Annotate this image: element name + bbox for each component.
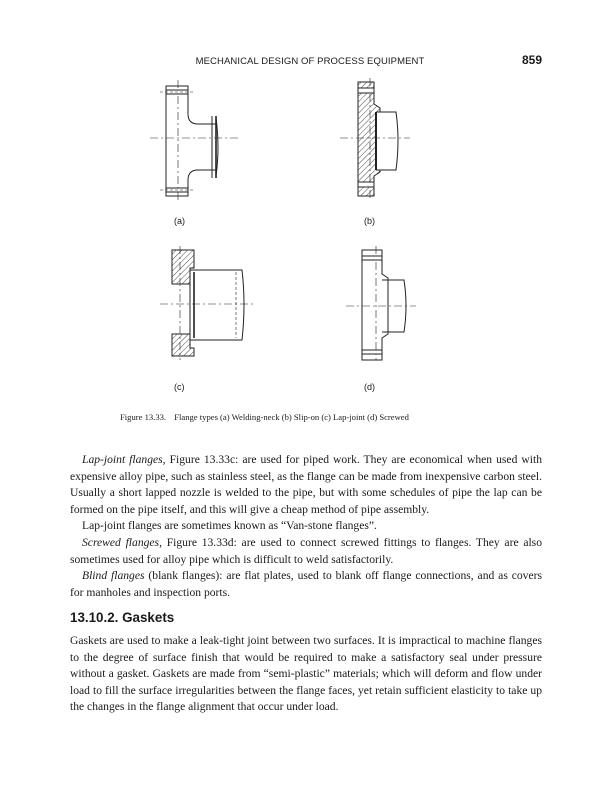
flange-figure: [150, 78, 440, 398]
paragraph-text: , Figure 13.33d: are used to connect screwed fittings to flanges. They are also sometimes used for alloy pipe which is difficult to weld satisfactorily.: [70, 535, 542, 566]
drawing-slip-on: [340, 78, 410, 200]
flange-drawings: [150, 78, 440, 398]
caption-number: Figure 13.33.: [120, 412, 167, 422]
section-heading: 13.10.2. Gaskets: [70, 610, 175, 625]
paragraph-van-stone: [70, 518, 542, 535]
paragraph-text: , Figure 13.33c: are used for piped work. They are economical when used with expensive alloy pipe, such as stainless steel, as the flange can be made from inexpensive carbon steel. Usually a short lapped nozzle is welded to the pipe, but with some schedules of pipe the lap can be formed on the pipe itself, and this will give a cheap method of pipe assembly.: [70, 453, 542, 516]
paragraph-text: Lap-joint flanges are sometimes known as “Van-stone flanges”.: [82, 519, 377, 533]
drawing-lap-joint: [160, 246, 254, 360]
paragraph-blind: [70, 568, 542, 601]
panel-label-c: (c): [174, 382, 185, 392]
flange-paragraphs: [70, 452, 542, 601]
panel-label-a: (a): [174, 216, 185, 226]
running-head-title: MECHANICAL DESIGN OF PROCESS EQUIPMENT: [195, 56, 425, 67]
term-screwed: Screwed flanges: [82, 535, 160, 549]
caption-text: Flange types (a) Welding-neck (b) Slip-on (c) Lap-joint (d) Screwed: [174, 412, 409, 422]
gaskets-paragraph: [70, 633, 542, 716]
paragraph-gaskets: Gaskets are used to make a leak-tight joint between two surfaces. It is impractical to machine flanges to the degree of surface finish that would be required to make a satisfactory seal under pressure without a gasket. Gaskets are made from “semi-plastic” materials; which will deform and flow under load to fill the surface irregularities between the flange faces, yet retain sufficient elasticity to take up the changes in the flange alignment that occur under load.: [70, 634, 542, 714]
panel-label-b: (b): [364, 216, 375, 226]
paragraph-screwed: [70, 535, 542, 568]
paragraph-text: (blank flanges): are flat plates, used to blank off flange connections, and as covers for manholes and inspection ports.: [70, 569, 542, 599]
page-number: 859: [521, 53, 542, 67]
drawing-screwed: [346, 246, 416, 360]
panel-label-d: (d): [364, 382, 375, 392]
paragraph-lap-joint: [70, 452, 542, 518]
drawing-welding-neck: [150, 80, 240, 200]
term-blind: Blind flanges: [82, 569, 145, 583]
term-lap-joint: Lap-joint flanges: [82, 453, 163, 466]
figure-caption: [120, 412, 409, 422]
running-head: [78, 53, 542, 69]
